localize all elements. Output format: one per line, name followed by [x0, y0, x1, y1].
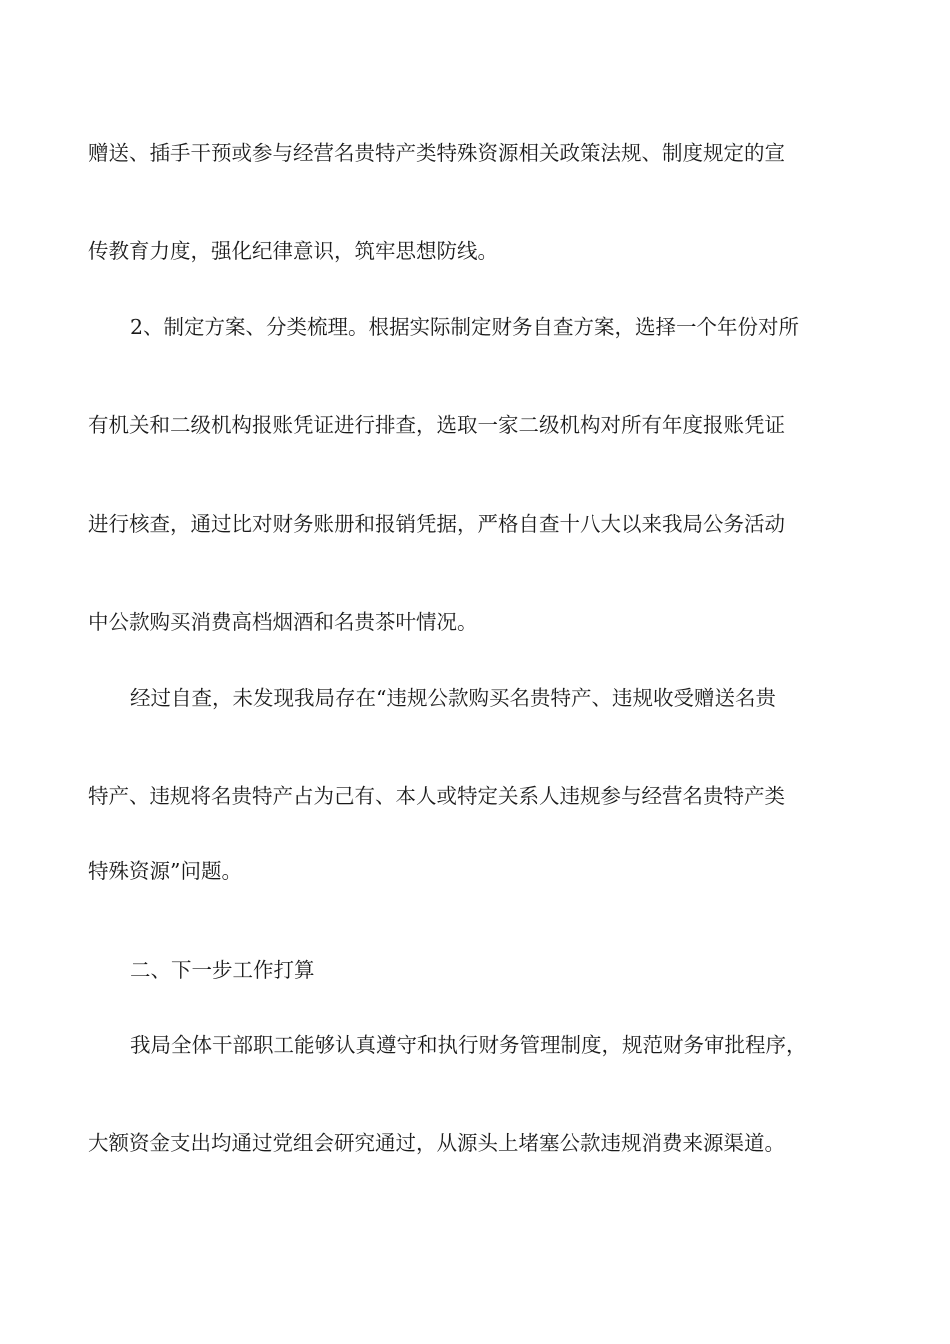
paragraph-line: 传教育力度，强化纪律意识，筑牢思想防线。 — [88, 239, 498, 263]
paragraph-line: 中公款购买消费高档烟酒和名贵茶叶情况。 — [88, 610, 478, 634]
paragraph-line: 进行核查，通过比对财务账册和报销凭据，严格自查十八大以来我局公务活动 — [88, 512, 785, 536]
paragraph-line: 大额资金支出均通过党组会研究通过，从源头上堵塞公款违规消费来源渠道。 — [88, 1131, 785, 1155]
paragraph-line: 有机关和二级机构报账凭证进行排查，选取一家二级机构对所有年度报账凭证 — [88, 413, 785, 437]
paragraph-line: 赠送、插手干预或参与经营名贵特产类特殊资源相关政策法规、制度规定的宣 — [88, 141, 785, 165]
paragraph-line: 特产、违规将名贵特产占为己有、本人或特定关系人违规参与经营名贵特产类 — [88, 784, 785, 808]
paragraph-line: 2、制定方案、分类梳理。根据实际制定财务自查方案，选择一个年份对所 — [130, 315, 800, 339]
paragraph-line: 特殊资源”问题。 — [88, 859, 242, 883]
section-heading: 二、下一步工作打算 — [130, 958, 315, 982]
paragraph-line: 经过自查，未发现我局存在“违规公款购买名贵特产、违规收受赠送名贵 — [130, 686, 776, 710]
paragraph-line: 我局全体干部职工能够认真遵守和执行财务管理制度，规范财务审批程序， — [130, 1033, 807, 1057]
